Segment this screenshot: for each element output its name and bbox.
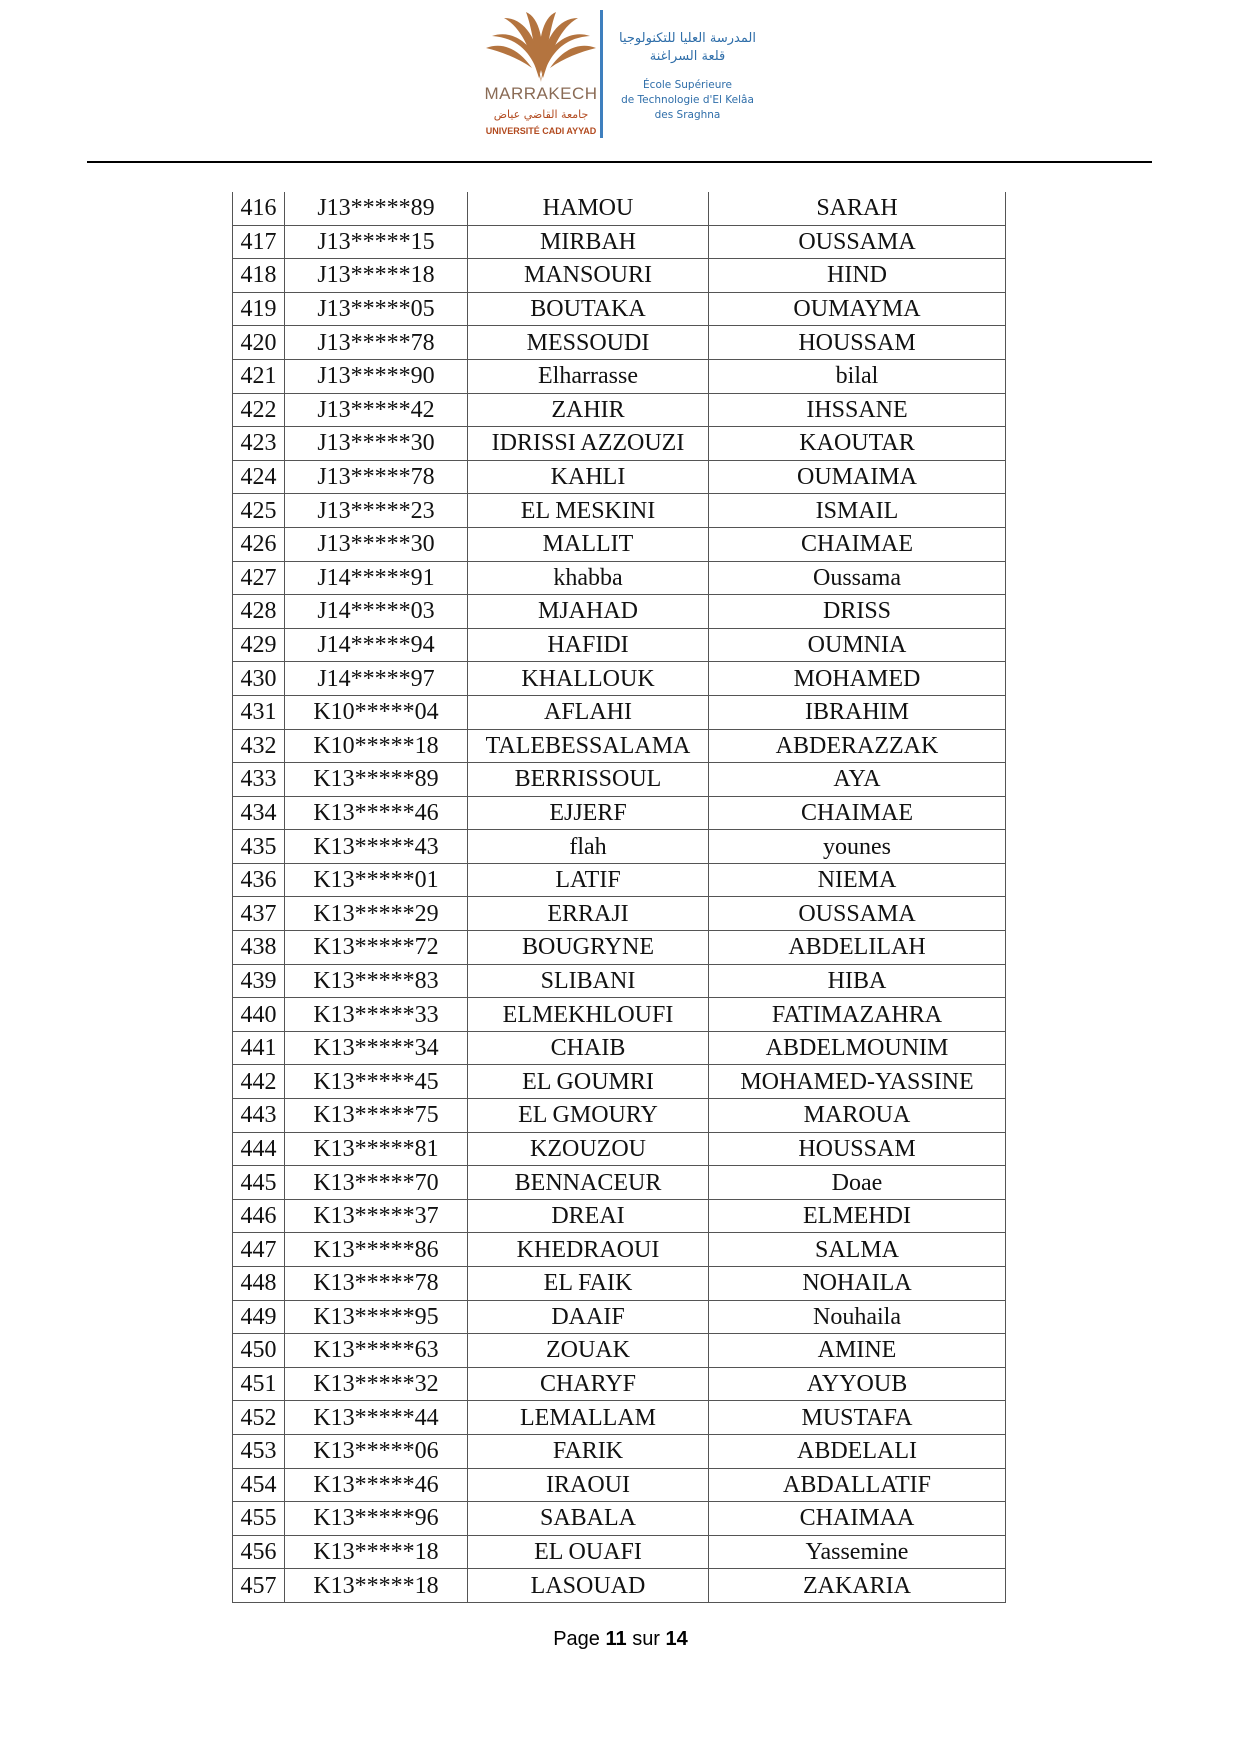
last-name-cell: IDRISSI AZZOUZI: [468, 427, 709, 461]
table-row: [233, 1065, 1006, 1099]
student-id-cell: J13*****42: [285, 393, 468, 427]
row-number-cell: 421: [233, 359, 285, 393]
student-id-cell: K13*****46: [285, 1468, 468, 1502]
student-id-cell: J13*****15: [285, 225, 468, 259]
row-number-cell: 426: [233, 527, 285, 561]
row-number-cell: 439: [233, 964, 285, 998]
row-number-cell: 428: [233, 595, 285, 629]
student-id-cell: J13*****18: [285, 259, 468, 293]
row-number-cell: 450: [233, 1334, 285, 1368]
row-number-cell: 442: [233, 1065, 285, 1099]
page-footer: [0, 1628, 1241, 1651]
first-name-cell: SALMA: [709, 1233, 1006, 1267]
first-name-cell: ZAKARIA: [709, 1569, 1006, 1603]
first-name-cell: ABDELILAH: [709, 931, 1006, 965]
row-number-cell: 452: [233, 1401, 285, 1435]
row-number-cell: 431: [233, 695, 285, 729]
row-number-cell: 451: [233, 1367, 285, 1401]
first-name-cell: MUSTAFA: [709, 1401, 1006, 1435]
row-number-cell: 433: [233, 763, 285, 797]
student-id-cell: J14*****97: [285, 662, 468, 696]
first-name-cell: ABDERAZZAK: [709, 729, 1006, 763]
logo-university-name: UNIVERSITÉ CADI AYYAD: [485, 126, 597, 136]
first-name-cell: AMINE: [709, 1334, 1006, 1368]
page-current: 11: [605, 1628, 627, 1650]
first-name-cell: ISMAIL: [709, 494, 1006, 528]
last-name-cell: MIRBAH: [468, 225, 709, 259]
first-name-cell: HOUSSAM: [709, 1132, 1006, 1166]
last-name-cell: ZOUAK: [468, 1334, 709, 1368]
table-row: [233, 192, 1006, 225]
first-name-cell: ABDELALI: [709, 1434, 1006, 1468]
row-number-cell: 441: [233, 1031, 285, 1065]
last-name-cell: KHALLOUK: [468, 662, 709, 696]
table-row: [233, 1502, 1006, 1536]
row-number-cell: 455: [233, 1502, 285, 1536]
first-name-cell: OUMAYMA: [709, 292, 1006, 326]
row-number-cell: 449: [233, 1300, 285, 1334]
first-name-cell: OUSSAMA: [709, 225, 1006, 259]
table-row: [233, 359, 1006, 393]
first-name-cell: OUMAIMA: [709, 460, 1006, 494]
last-name-cell: CHARYF: [468, 1367, 709, 1401]
row-number-cell: 429: [233, 628, 285, 662]
last-name-cell: DREAI: [468, 1199, 709, 1233]
row-number-cell: 444: [233, 1132, 285, 1166]
row-number-cell: 425: [233, 494, 285, 528]
table-row: [233, 1233, 1006, 1267]
student-id-cell: K13*****72: [285, 931, 468, 965]
table-row: [233, 695, 1006, 729]
last-name-cell: FARIK: [468, 1434, 709, 1468]
school-arabic-line2: قلعة السراغنة: [649, 49, 726, 64]
first-name-cell: Nouhaila: [709, 1300, 1006, 1334]
header-divider: [600, 10, 603, 138]
table-row: [233, 763, 1006, 797]
table-row: [233, 292, 1006, 326]
first-name-cell: IBRAHIM: [709, 695, 1006, 729]
last-name-cell: EL GOUMRI: [468, 1065, 709, 1099]
school-french-line3: des Sraghna: [654, 109, 721, 121]
page-total: 14: [665, 1628, 688, 1650]
student-id-cell: K13*****63: [285, 1334, 468, 1368]
table-row: [233, 1434, 1006, 1468]
first-name-cell: IHSSANE: [709, 393, 1006, 427]
first-name-cell: OUMNIA: [709, 628, 1006, 662]
table-row: [233, 1099, 1006, 1133]
table-row: [233, 427, 1006, 461]
first-name-cell: younes: [709, 830, 1006, 864]
last-name-cell: HAFIDI: [468, 628, 709, 662]
table-row: [233, 662, 1006, 696]
last-name-cell: MJAHAD: [468, 595, 709, 629]
student-id-cell: K13*****18: [285, 1569, 468, 1603]
first-name-cell: CHAIMAE: [709, 527, 1006, 561]
last-name-cell: BERRISSOUL: [468, 763, 709, 797]
student-id-cell: K13*****75: [285, 1099, 468, 1133]
student-id-cell: J14*****03: [285, 595, 468, 629]
student-id-cell: K13*****70: [285, 1166, 468, 1200]
table-row: [233, 1199, 1006, 1233]
last-name-cell: KHEDRAOUI: [468, 1233, 709, 1267]
student-id-cell: K13*****06: [285, 1434, 468, 1468]
row-number-cell: 427: [233, 561, 285, 595]
row-number-cell: 418: [233, 259, 285, 293]
student-id-cell: J13*****23: [285, 494, 468, 528]
student-id-cell: K13*****86: [285, 1233, 468, 1267]
row-number-cell: 419: [233, 292, 285, 326]
table-row: [233, 1031, 1006, 1065]
student-id-cell: K13*****32: [285, 1367, 468, 1401]
table-row: [233, 1166, 1006, 1200]
student-id-cell: K13*****37: [285, 1199, 468, 1233]
row-number-cell: 438: [233, 931, 285, 965]
last-name-cell: BOUTAKA: [468, 292, 709, 326]
student-id-cell: K13*****34: [285, 1031, 468, 1065]
last-name-cell: EL GMOURY: [468, 1099, 709, 1133]
row-number-cell: 432: [233, 729, 285, 763]
header-rule: [87, 161, 1152, 163]
student-id-cell: K13*****78: [285, 1267, 468, 1301]
row-number-cell: 443: [233, 1099, 285, 1133]
last-name-cell: EJJERF: [468, 796, 709, 830]
row-number-cell: 446: [233, 1199, 285, 1233]
school-french-line2: de Technologie d'El Kelâa: [621, 94, 754, 106]
table-row: [233, 796, 1006, 830]
table-row: [233, 830, 1006, 864]
last-name-cell: ERRAJI: [468, 897, 709, 931]
school-arabic-line1: المدرسة العليا للتكنولوجيا: [619, 31, 756, 46]
row-number-cell: 435: [233, 830, 285, 864]
student-id-cell: J13*****90: [285, 359, 468, 393]
last-name-cell: ELMEKHLOUFI: [468, 998, 709, 1032]
table-row: [233, 595, 1006, 629]
last-name-cell: BENNACEUR: [468, 1166, 709, 1200]
last-name-cell: flah: [468, 830, 709, 864]
last-name-cell: MESSOUDI: [468, 326, 709, 360]
student-id-cell: K13*****44: [285, 1401, 468, 1435]
first-name-cell: HOUSSAM: [709, 326, 1006, 360]
row-number-cell: 424: [233, 460, 285, 494]
student-id-cell: K10*****18: [285, 729, 468, 763]
table-row: [233, 998, 1006, 1032]
table-row: [233, 897, 1006, 931]
first-name-cell: AYYOUB: [709, 1367, 1006, 1401]
row-number-cell: 423: [233, 427, 285, 461]
row-number-cell: 457: [233, 1569, 285, 1603]
row-number-cell: 434: [233, 796, 285, 830]
first-name-cell: HIND: [709, 259, 1006, 293]
last-name-cell: AFLAHI: [468, 695, 709, 729]
student-id-cell: K13*****01: [285, 863, 468, 897]
last-name-cell: IRAOUI: [468, 1468, 709, 1502]
students-table: [232, 192, 1006, 1603]
last-name-cell: KAHLI: [468, 460, 709, 494]
first-name-cell: ABDELMOUNIM: [709, 1031, 1006, 1065]
last-name-cell: SABALA: [468, 1502, 709, 1536]
last-name-cell: Elharrasse: [468, 359, 709, 393]
student-id-cell: K13*****83: [285, 964, 468, 998]
first-name-cell: Yassemine: [709, 1535, 1006, 1569]
first-name-cell: NIEMA: [709, 863, 1006, 897]
row-number-cell: 436: [233, 863, 285, 897]
first-name-cell: OUSSAMA: [709, 897, 1006, 931]
last-name-cell: SLIBANI: [468, 964, 709, 998]
last-name-cell: TALEBESSALAMA: [468, 729, 709, 763]
table-row: [233, 863, 1006, 897]
student-id-cell: J14*****94: [285, 628, 468, 662]
row-number-cell: 445: [233, 1166, 285, 1200]
student-id-cell: K10*****04: [285, 695, 468, 729]
last-name-cell: LEMALLAM: [468, 1401, 709, 1435]
last-name-cell: EL OUAFI: [468, 1535, 709, 1569]
last-name-cell: MALLIT: [468, 527, 709, 561]
university-logo: [482, 8, 600, 138]
first-name-cell: MAROUA: [709, 1099, 1006, 1133]
row-number-cell: 456: [233, 1535, 285, 1569]
table-row: [233, 1535, 1006, 1569]
student-id-cell: J13*****78: [285, 460, 468, 494]
last-name-cell: ZAHIR: [468, 393, 709, 427]
logo-arabic-name: جامعة القاضي عياض: [493, 108, 589, 121]
row-number-cell: 454: [233, 1468, 285, 1502]
table-row: [233, 460, 1006, 494]
row-number-cell: 448: [233, 1267, 285, 1301]
first-name-cell: NOHAILA: [709, 1267, 1006, 1301]
table-row: [233, 326, 1006, 360]
first-name-cell: FATIMAZAHRA: [709, 998, 1006, 1032]
table-row: [233, 225, 1006, 259]
table-row: [233, 931, 1006, 965]
student-id-cell: J14*****91: [285, 561, 468, 595]
last-name-cell: BOUGRYNE: [468, 931, 709, 965]
row-number-cell: 453: [233, 1434, 285, 1468]
table-row: [233, 259, 1006, 293]
row-number-cell: 430: [233, 662, 285, 696]
last-name-cell: EL MESKINI: [468, 494, 709, 528]
row-number-cell: 420: [233, 326, 285, 360]
student-id-cell: K13*****29: [285, 897, 468, 931]
first-name-cell: MOHAMED: [709, 662, 1006, 696]
first-name-cell: ELMEHDI: [709, 1199, 1006, 1233]
table-row: [233, 1367, 1006, 1401]
last-name-cell: LATIF: [468, 863, 709, 897]
school-french-line1: École Supérieure: [643, 79, 732, 91]
table-row: [233, 1334, 1006, 1368]
first-name-cell: KAOUTAR: [709, 427, 1006, 461]
last-name-cell: HAMOU: [468, 192, 709, 225]
last-name-cell: EL FAIK: [468, 1267, 709, 1301]
table-row: [233, 1132, 1006, 1166]
last-name-cell: MANSOURI: [468, 259, 709, 293]
last-name-cell: khabba: [468, 561, 709, 595]
student-id-cell: J13*****30: [285, 527, 468, 561]
table-row: [233, 1300, 1006, 1334]
table-row: [233, 1401, 1006, 1435]
first-name-cell: ABDALLATIF: [709, 1468, 1006, 1502]
student-id-cell: K13*****81: [285, 1132, 468, 1166]
student-id-cell: J13*****89: [285, 192, 468, 225]
table-row: [233, 1468, 1006, 1502]
first-name-cell: SARAH: [709, 192, 1006, 225]
first-name-cell: CHAIMAE: [709, 796, 1006, 830]
last-name-cell: DAAIF: [468, 1300, 709, 1334]
first-name-cell: MOHAMED-YASSINE: [709, 1065, 1006, 1099]
table-row: [233, 494, 1006, 528]
first-name-cell: AYA: [709, 763, 1006, 797]
last-name-cell: KZOUZOU: [468, 1132, 709, 1166]
page-middle: sur: [632, 1628, 660, 1650]
first-name-cell: CHAIMAA: [709, 1502, 1006, 1536]
palm-emblem-icon: [482, 8, 600, 86]
first-name-cell: HIBA: [709, 964, 1006, 998]
student-id-cell: K13*****18: [285, 1535, 468, 1569]
table-row: [233, 729, 1006, 763]
school-name-block: [605, 30, 770, 123]
row-number-cell: 422: [233, 393, 285, 427]
table-row: [233, 964, 1006, 998]
student-id-cell: K13*****96: [285, 1502, 468, 1536]
table-row: [233, 393, 1006, 427]
student-id-cell: J13*****05: [285, 292, 468, 326]
page-header: [0, 0, 1241, 165]
first-name-cell: bilal: [709, 359, 1006, 393]
logo-city-name: MARRAKECH: [484, 84, 598, 103]
row-number-cell: 417: [233, 225, 285, 259]
first-name-cell: Doae: [709, 1166, 1006, 1200]
row-number-cell: 416: [233, 192, 285, 225]
student-id-cell: K13*****89: [285, 763, 468, 797]
table-row: [233, 628, 1006, 662]
first-name-cell: Oussama: [709, 561, 1006, 595]
row-number-cell: 440: [233, 998, 285, 1032]
student-id-cell: K13*****95: [285, 1300, 468, 1334]
student-id-cell: J13*****30: [285, 427, 468, 461]
last-name-cell: CHAIB: [468, 1031, 709, 1065]
row-number-cell: 447: [233, 1233, 285, 1267]
table-row: [233, 1267, 1006, 1301]
students-table-body: [233, 192, 1006, 1602]
last-name-cell: LASOUAD: [468, 1569, 709, 1603]
table-row: [233, 527, 1006, 561]
student-id-cell: K13*****33: [285, 998, 468, 1032]
student-id-cell: K13*****43: [285, 830, 468, 864]
student-id-cell: J13*****78: [285, 326, 468, 360]
student-id-cell: K13*****46: [285, 796, 468, 830]
page-prefix: Page: [553, 1628, 600, 1650]
table-row: [233, 1569, 1006, 1603]
first-name-cell: DRISS: [709, 595, 1006, 629]
student-id-cell: K13*****45: [285, 1065, 468, 1099]
table-row: [233, 561, 1006, 595]
row-number-cell: 437: [233, 897, 285, 931]
